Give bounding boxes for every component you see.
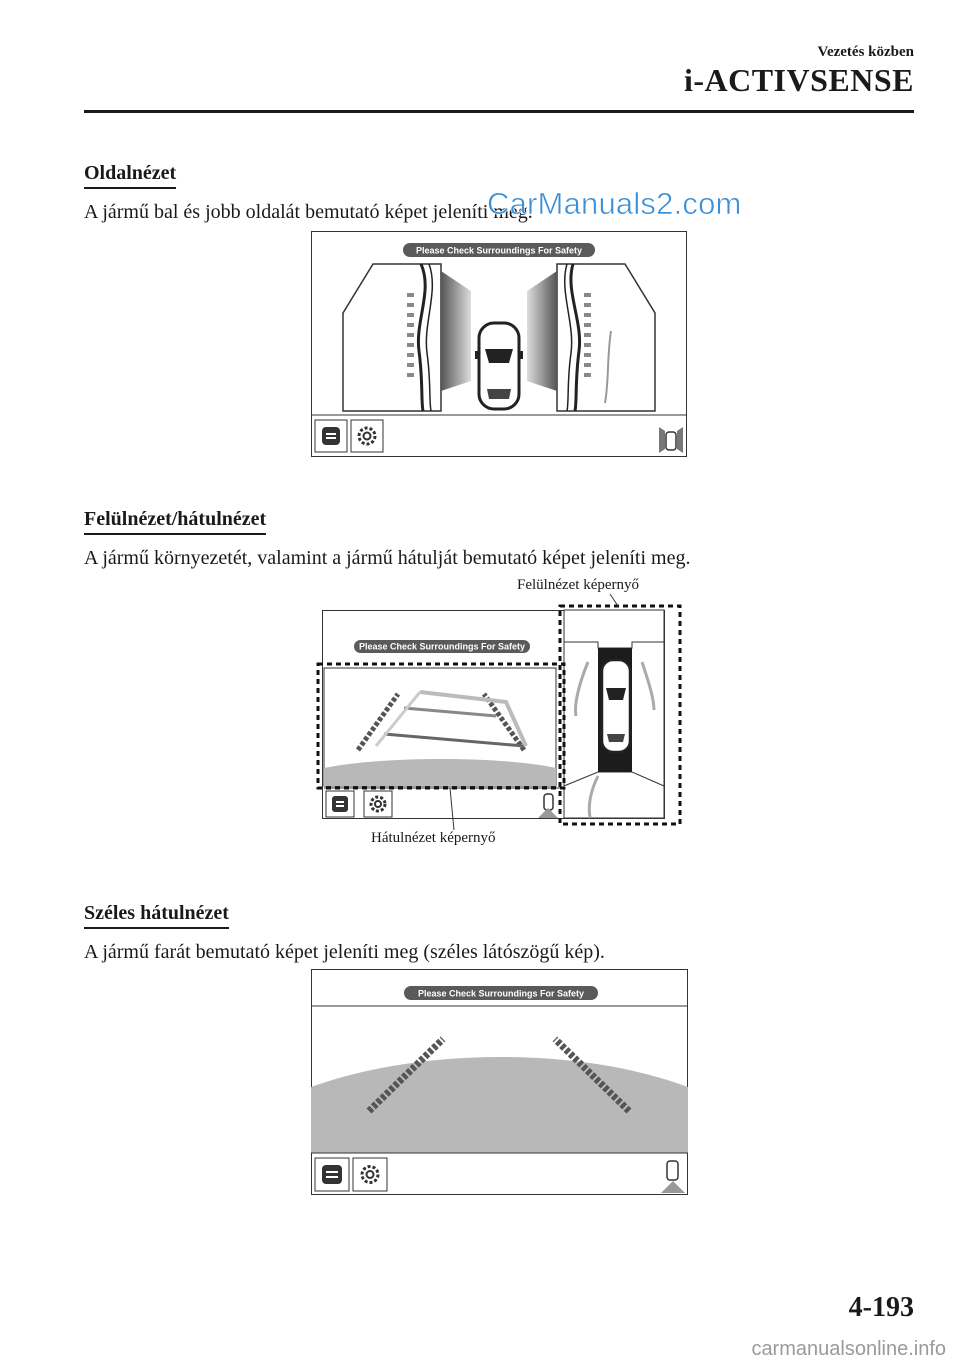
callout-top-view-screen: Felülnézet képernyő bbox=[517, 577, 640, 593]
gear-icon[interactable] bbox=[351, 420, 383, 452]
chapter-subtitle: Vezetés közben bbox=[817, 44, 914, 60]
safety-banner: Please Check Surroundings For Safety bbox=[417, 988, 585, 999]
section-title-side-view: Oldalnézet bbox=[84, 162, 176, 189]
safety-banner: Please Check Surroundings For Safety bbox=[415, 245, 583, 256]
view-switch-icon[interactable] bbox=[315, 420, 347, 452]
car-top-icon bbox=[602, 660, 630, 752]
safety-banner: Please Check Surroundings For Safety bbox=[358, 641, 526, 652]
wide-rear-view-screen bbox=[311, 969, 688, 1195]
watermark-logo: CarManuals2.com bbox=[487, 186, 742, 221]
top-rear-view-screen bbox=[312, 596, 684, 830]
footer-watermark: carmanualsonline.info bbox=[751, 1338, 946, 1360]
chapter-title: i-ACTIVSENSE bbox=[683, 62, 914, 98]
view-switch-icon[interactable] bbox=[315, 1158, 349, 1191]
header-rule bbox=[84, 110, 914, 113]
callout-rear-view-screen: Hátulnézet képernyő bbox=[371, 830, 496, 846]
section-title-wide-rear-view: Széles hátulnézet bbox=[84, 902, 229, 929]
section-text-top-rear-view: A jármű környezetét, valamint a jármű hátulját bemutató képet jeleníti meg. bbox=[84, 547, 691, 569]
section-text-wide-rear-view: A jármű farát bemutató képet jeleníti meg (széles látószögű kép). bbox=[84, 941, 605, 963]
gear-icon[interactable] bbox=[353, 1158, 387, 1191]
side-view-screen bbox=[311, 231, 687, 457]
section-text-side-view: A jármű bal és jobb oldalát bemutató képet jeleníti meg. bbox=[84, 201, 533, 223]
page-number: 4-193 bbox=[848, 1292, 914, 1323]
section-title-top-rear-view: Felülnézet/hátulnézet bbox=[84, 508, 266, 535]
view-switch-icon[interactable] bbox=[326, 791, 354, 817]
gear-icon[interactable] bbox=[364, 791, 392, 817]
car-top-icon bbox=[475, 323, 523, 409]
